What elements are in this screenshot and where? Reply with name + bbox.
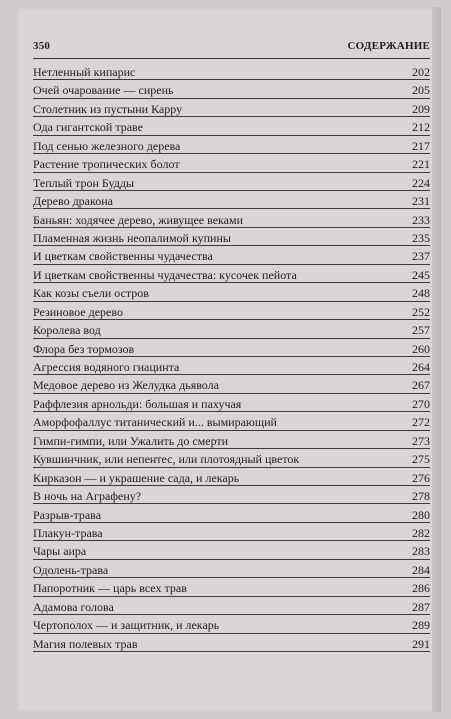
toc-entry-page: 221: [412, 157, 430, 172]
toc-entry-page: 235: [412, 230, 430, 245]
toc-entry: [33, 505, 430, 523]
toc-entry: [33, 431, 430, 449]
toc-entry: [33, 339, 430, 357]
toc-entry: [33, 486, 430, 504]
toc-entry: [33, 375, 430, 393]
section-title: СОДЕРЖАНИЕ: [347, 40, 430, 52]
toc-entry: [33, 468, 430, 486]
toc-entry-title: Медовое дерево из Желудка дьявола: [33, 378, 219, 393]
toc-entry: [33, 62, 430, 80]
toc-entry-page: 202: [412, 65, 430, 79]
toc-entry-title: Агрессия водяного гиацинта: [33, 360, 180, 374]
toc-entry: [33, 302, 430, 320]
toc-entry: [33, 394, 430, 412]
toc-entry-page: 282: [412, 525, 430, 540]
toc-entry: [33, 560, 430, 578]
toc-entry-title: Папоротник — царь всех трав: [33, 581, 187, 596]
toc-entry: [33, 136, 430, 154]
toc-entry-title: Пламенная жизнь неопалимой купины: [33, 230, 231, 245]
table-of-contents: [33, 62, 430, 652]
toc-entry-title: Аморфофаллус титанический и... вымирающий: [33, 415, 277, 430]
toc-entry-title: Баньян: ходячее дерево, живущее веками: [33, 212, 244, 227]
toc-entry-page: 252: [412, 304, 430, 319]
toc-entry-title: Плакун-трава: [33, 525, 103, 540]
toc-entry-title: Очей очарование — сирень: [33, 83, 174, 98]
toc-entry-page: 272: [412, 415, 430, 430]
toc-entry-title: Королева вод: [33, 323, 101, 338]
toc-entry-page: 270: [412, 396, 430, 411]
toc-entry-page: 233: [412, 212, 430, 227]
toc-entry: [33, 412, 430, 430]
toc-entry: [33, 191, 430, 209]
toc-entry-page: 212: [412, 120, 430, 135]
toc-entry: [33, 597, 430, 615]
toc-entry-title: Чертополох — и защитник, и лекарь: [33, 618, 220, 633]
toc-entry-page: 276: [412, 470, 430, 485]
toc-entry: [33, 578, 430, 596]
toc-entry-title: Кирказон — и украшение сада, и лекарь: [33, 470, 240, 485]
header-rule: [33, 58, 430, 59]
toc-entry: [33, 99, 430, 117]
toc-entry: [33, 320, 430, 338]
toc-entry: [33, 265, 430, 283]
toc-entry: [33, 541, 430, 559]
toc-entry-page: 286: [412, 581, 430, 596]
toc-entry-title: Ода гигантской траве: [33, 120, 143, 135]
toc-entry-title: И цветкам свойственны чудачества: кусочек пейота: [33, 267, 297, 282]
toc-entry: [33, 154, 430, 172]
toc-entry-page: 260: [412, 341, 430, 356]
toc-entry-title: Резиновое дерево: [33, 304, 123, 319]
toc-entry-title: Нетленный кипарис: [33, 65, 136, 79]
toc-entry-title: Столетник из пустыни Карру: [33, 101, 183, 116]
toc-entry-title: Растение тропических болот: [33, 157, 180, 172]
toc-entry-title: Магия полевых трав: [33, 636, 138, 651]
toc-entry-page: 257: [412, 323, 430, 338]
toc-entry-page: 278: [412, 489, 430, 504]
toc-entry-title: Одолень-трава: [33, 562, 109, 577]
toc-entry-page: 209: [412, 101, 430, 116]
toc-entry-title: Флора без тормозов: [33, 341, 135, 356]
toc-entry-page: 264: [412, 360, 430, 374]
toc-entry-page: 275: [412, 452, 430, 467]
toc-entry-title: И цветкам свойственны чудачества: [33, 249, 213, 264]
toc-entry-title: В ночь на Аграфену?: [33, 489, 142, 504]
toc-entry-title: Гимпи-гимпи, или Ужалить до смерти: [33, 433, 229, 448]
toc-entry-title: Как козы съели остров: [33, 286, 149, 301]
running-head: [33, 40, 430, 56]
toc-entry-title: Разрыв-трава: [33, 507, 102, 522]
toc-entry-page: 287: [412, 599, 430, 614]
page-edge-shadow: [432, 7, 441, 712]
toc-entry-page: 289: [412, 618, 430, 633]
toc-entry: [33, 357, 430, 375]
toc-entry: [33, 210, 430, 228]
toc-entry-title: Раффлезия арнольди: большая и пахучая: [33, 396, 242, 411]
toc-entry: [33, 283, 430, 301]
toc-entry: [33, 634, 430, 652]
toc-entry: [33, 523, 430, 541]
toc-entry-page: 205: [412, 83, 430, 98]
toc-entry-title: Чары аира: [33, 544, 87, 559]
toc-entry: [33, 80, 430, 98]
toc-entry-page: 291: [412, 636, 430, 651]
toc-entry-page: 231: [412, 194, 430, 209]
toc-entry-title: Дерево дракона: [33, 194, 113, 209]
toc-entry-page: 284: [412, 562, 430, 577]
toc-entry: [33, 449, 430, 467]
toc-entry: [33, 228, 430, 246]
toc-entry-title: Кувшинчник, или непентес, или плотоядный цветок: [33, 452, 300, 467]
toc-entry: [33, 246, 430, 264]
toc-entry-page: 267: [412, 378, 430, 393]
toc-entry-title: Под сенью железного дерева: [33, 138, 181, 153]
toc-entry-page: 245: [412, 267, 430, 282]
toc-entry: [33, 117, 430, 135]
toc-entry-title: Теплый трон Будды: [33, 175, 135, 190]
toc-entry-page: 280: [412, 507, 430, 522]
toc-entry-page: 283: [412, 544, 430, 559]
toc-entry-title: Адамова голова: [33, 599, 114, 614]
toc-entry: [33, 615, 430, 633]
toc-entry-page: 248: [412, 286, 430, 301]
toc-entry-page: 217: [412, 138, 430, 153]
toc-entry-page: 273: [412, 433, 430, 448]
page-number: 350: [33, 40, 51, 52]
toc-entry: [33, 173, 430, 191]
toc-entry-page: 224: [412, 175, 430, 190]
toc-entry-page: 237: [412, 249, 430, 264]
